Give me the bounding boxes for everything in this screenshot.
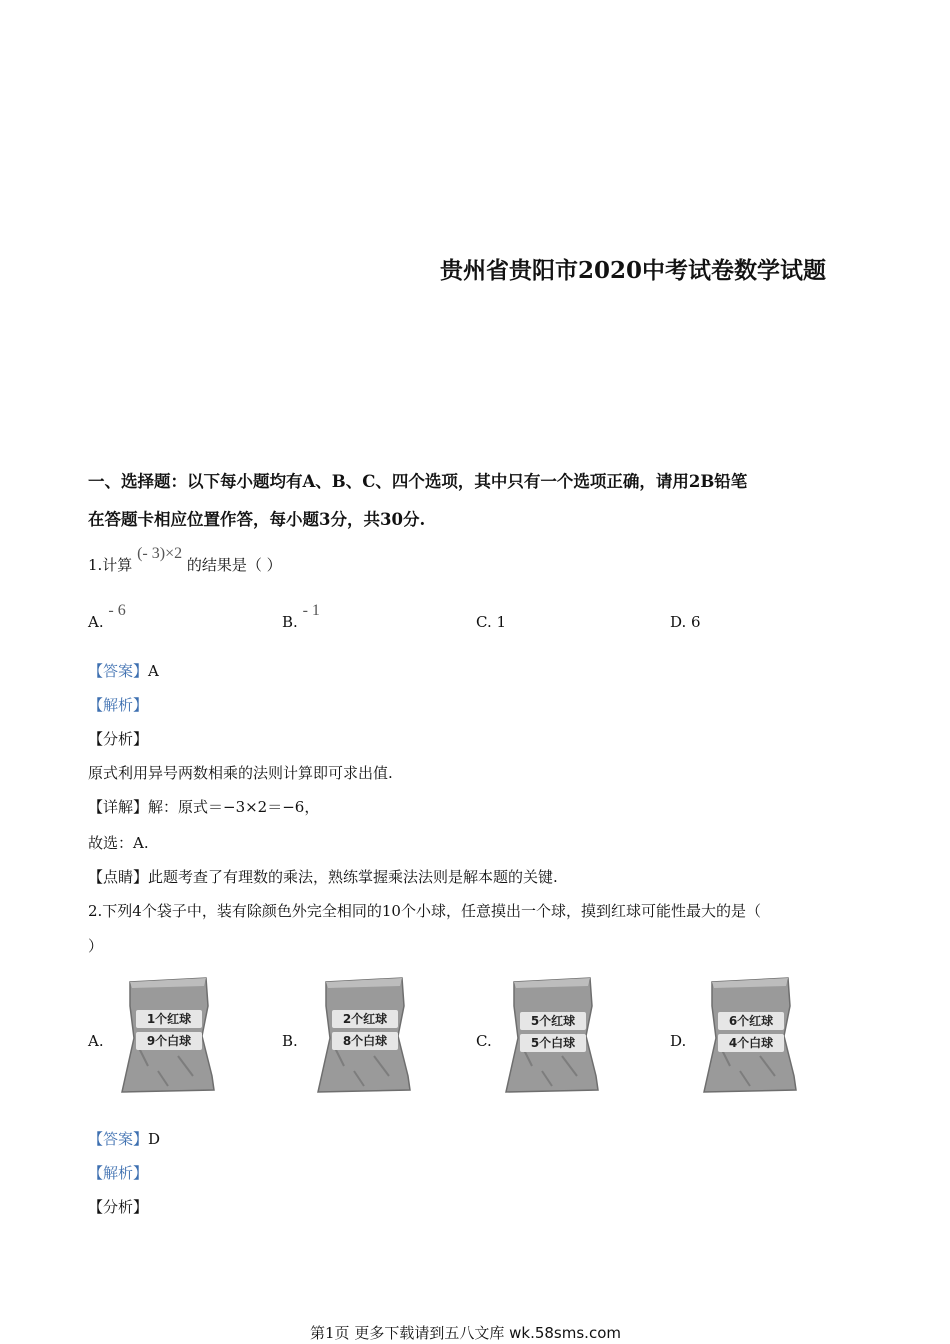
q1-option-d: D. 6 — [670, 613, 701, 631]
q2-answer-value: D — [148, 1130, 161, 1148]
q1-answer — [88, 660, 159, 681]
q1-option-b-label: B. — [282, 613, 298, 631]
q2-stem-line2: ） — [88, 937, 104, 955]
q1-fenxi-text: 原式利用异号两数相乘的法则计算即可求出值. — [88, 764, 393, 782]
q2-bag-d — [700, 976, 800, 1094]
q1-prefix: 1.计算 — [88, 556, 133, 574]
bag-d-red-count: 6个红球 — [718, 1012, 784, 1030]
page-footer — [310, 1322, 621, 1343]
q1-jiexi: 【解析】 — [88, 696, 149, 714]
q2-fenxi: 【分析】 — [88, 1198, 149, 1216]
q2-option-c-label: C. — [476, 1032, 492, 1050]
q1-comment: 【点睛】此题考查了有理数的乘法，熟练掌握乘法法则是解本题的关键. — [88, 868, 558, 886]
q1-option-a — [88, 602, 126, 632]
q2-answer-tag: 【答案】 — [88, 1130, 149, 1148]
q1-formula: (- 3)×2 — [137, 545, 183, 562]
footer-text: 更多下载请到五八文库 — [354, 1324, 505, 1342]
q1-detail: 【详解】解：原式＝−3×2＝−6， — [88, 798, 320, 816]
footer-page-number: 第1页 — [310, 1324, 350, 1342]
q1-option-a-value: - 6 — [108, 602, 126, 619]
section-heading-line1: 一、选择题：以下每小题均有A、B、C、四个选项，其中只有一个选项正确，请用2B铅笔 — [88, 472, 748, 491]
bag-b-red-count: 2个红球 — [332, 1010, 398, 1028]
page-title: 贵州省贵阳市2020中考试卷数学试题 — [440, 257, 827, 284]
q2-jiexi: 【解析】 — [88, 1164, 149, 1182]
q1-option-b — [282, 602, 320, 632]
q1-choice: 故选：A. — [88, 834, 149, 852]
q1-option-b-value: - 1 — [302, 602, 320, 619]
bag-b-white-count: 8个白球 — [332, 1032, 398, 1050]
q1-answer-value: A — [148, 662, 159, 680]
q1-suffix: 的结果是（ ） — [186, 556, 282, 574]
q2-bag-b — [314, 976, 414, 1094]
q2-option-d-label: D. — [670, 1032, 687, 1050]
q2-bag-a — [118, 976, 218, 1094]
q1-option-c: C. 1 — [476, 613, 507, 631]
footer-site-link[interactable]: wk.58sms.com — [509, 1324, 621, 1342]
section-heading-line2: 在答题卡相应位置作答，每小题3分，共30分. — [88, 510, 426, 529]
bag-c-white-count: 5个白球 — [520, 1034, 586, 1052]
bag-a-white-count: 9个白球 — [136, 1032, 202, 1050]
q2-bag-c — [502, 976, 602, 1094]
q1-fenxi: 【分析】 — [88, 730, 149, 748]
q2-option-a-label: A. — [88, 1032, 104, 1050]
q1-stem — [88, 545, 282, 575]
bag-a-red-count: 1个红球 — [136, 1010, 202, 1028]
bag-c-red-count: 5个红球 — [520, 1012, 586, 1030]
q2-answer — [88, 1128, 160, 1149]
q1-option-a-label: A. — [88, 613, 104, 631]
bag-d-white-count: 4个白球 — [718, 1034, 784, 1052]
q2-option-b-label: B. — [282, 1032, 298, 1050]
q1-answer-tag: 【答案】 — [88, 662, 149, 680]
q2-stem-line1: 2.下列4个袋子中，装有除颜色外完全相同的10个小球，任意摸出一个球，摸到红球可能性最大的是（ — [88, 902, 761, 920]
